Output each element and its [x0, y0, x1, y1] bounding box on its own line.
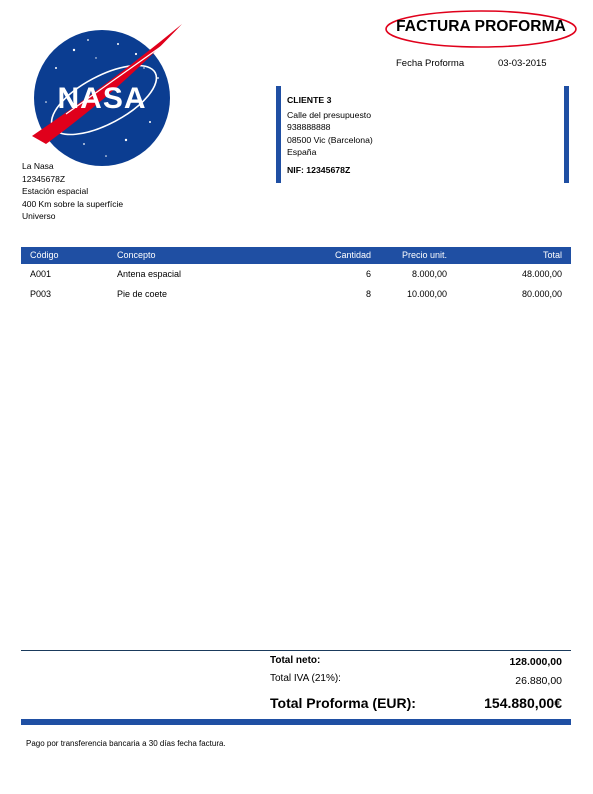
- issuer-name: La Nasa: [22, 161, 54, 171]
- client-city: 08500 Vic (Barcelona): [287, 134, 373, 145]
- client-box-right-bar: [564, 86, 569, 183]
- issuer-info: [22, 160, 123, 223]
- vat-total-value: 26.880,00: [515, 675, 562, 687]
- client-box-left-bar: [276, 86, 281, 183]
- row-quantity: 6: [365, 269, 371, 279]
- row-concept: Antena espacial: [117, 269, 182, 279]
- row-total: 80.000,00: [521, 289, 562, 299]
- header-concept: Concepto: [117, 250, 156, 260]
- row-concept: Pie de coete: [117, 289, 168, 299]
- client-name: CLIENTE 3: [287, 95, 332, 105]
- net-total-label: Total neto:: [270, 655, 321, 666]
- header-code: Código: [30, 250, 59, 260]
- nasa-logo-icon: [26, 18, 186, 168]
- nasa-logo: [26, 18, 186, 168]
- table-row: [21, 266, 571, 286]
- client-country: España: [287, 146, 317, 157]
- document-title-block: [383, 8, 579, 50]
- client-info: [287, 94, 373, 176]
- row-total: 48.000,00: [521, 269, 562, 279]
- client-nif: NIF: 12345678Z: [287, 165, 351, 176]
- issuer-address-2: 400 Km sobre la superfície: [22, 198, 124, 209]
- row-code: P003: [30, 289, 52, 299]
- issuer-tax-id: 12345678Z: [22, 173, 66, 184]
- totals-divider: [21, 650, 571, 651]
- client-phone: 938888888: [287, 122, 331, 133]
- vat-total-label: Total IVA (21%):: [270, 673, 341, 684]
- grand-total-label: Total Proforma (EUR):: [270, 695, 416, 711]
- document-title: FACTURA PROFORMA: [396, 18, 566, 35]
- grand-total-value: 154.880,00€: [484, 695, 562, 711]
- issuer-address-1: Estación espacial: [22, 186, 89, 197]
- net-total-value: 128.000,00: [509, 656, 562, 668]
- payment-terms: Pago por transferencia bancaria a 30 días fecha factura.: [26, 739, 226, 748]
- issuer-address-3: Universo: [22, 211, 56, 222]
- footer-bar: [21, 719, 571, 725]
- row-unit-price: 10.000,00: [406, 289, 447, 299]
- table-row: [21, 286, 571, 306]
- row-unit-price: 8.000,00: [411, 269, 447, 279]
- row-code: A001: [30, 269, 52, 279]
- client-address: Calle del presupuesto: [287, 110, 372, 121]
- date-label: Fecha Proforma: [396, 58, 465, 69]
- nasa-logo-text: NASA: [57, 82, 147, 115]
- header-unit-price: Precio unit.: [401, 250, 447, 260]
- header-quantity: Cantidad: [334, 250, 371, 260]
- header-total: Total: [542, 250, 562, 260]
- items-table-header: [21, 247, 571, 264]
- row-quantity: 8: [365, 289, 371, 299]
- date-value: 03-03-2015: [498, 58, 547, 69]
